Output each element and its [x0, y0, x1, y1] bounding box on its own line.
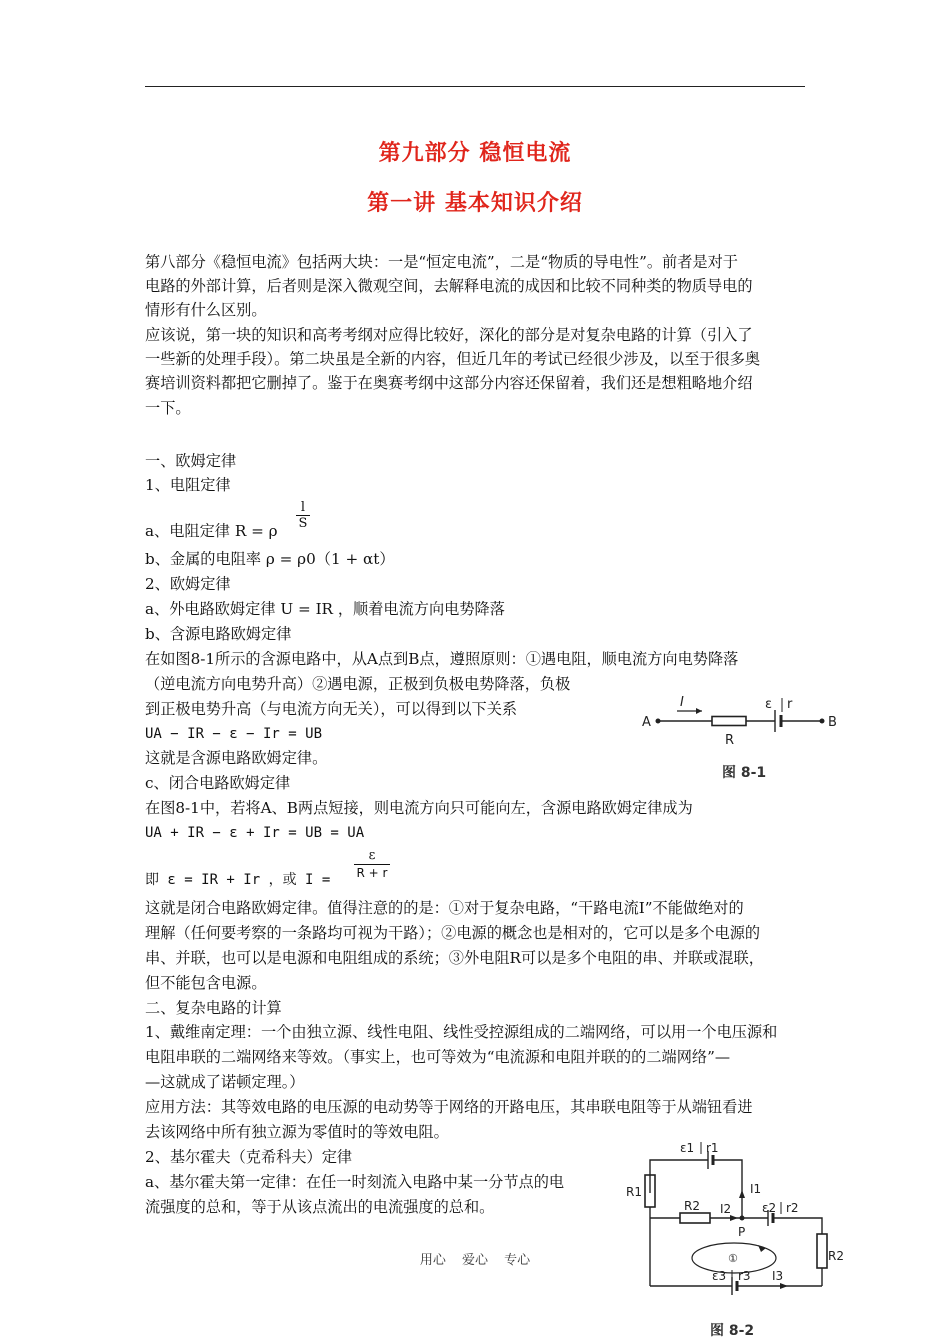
label-current: I [680, 695, 684, 710]
label-r3: r3 [738, 1269, 751, 1283]
loop-label: ① [728, 1252, 738, 1265]
paragraph-line: 但不能包含电源。 [145, 974, 267, 992]
label-I1: I1 [750, 1182, 762, 1196]
label-b: B [828, 715, 837, 730]
paragraph-line: 流强度的总和，等于从该点流出的电流强度的总和。 [145, 1198, 495, 1216]
page-footer: 用心 爱心 专心 [419, 1253, 531, 1268]
resistivity-formula: b、金属的电阻率 ρ = ρ0（1 + αt） [145, 550, 395, 568]
label-I3: I3 [772, 1269, 784, 1283]
figure-8-2-circuit [620, 1138, 845, 1328]
equation: UA − IR − ε − Ir = UB [145, 726, 323, 742]
intro-line: 应该说，第一块的知识和高考考纲对应得比较好，深化的部分是对复杂电路的计算（引入了 [145, 326, 753, 344]
label-R1: R1 [626, 1185, 642, 1199]
section-heading: 一、欧姆定律 [145, 452, 237, 470]
label-eps3: ε3 [712, 1269, 727, 1283]
label-r1: r1 [706, 1141, 719, 1155]
paragraph-line: 在图8-1中，若将A、B两点短接，则电流方向只可能向左，含源电路欧姆定律成为 [145, 799, 693, 817]
paragraph-line: 这就是含源电路欧姆定律。 [145, 749, 328, 767]
intro-line: 电路的外部计算，后者则是深入微观空间，去解释电流的成因和比较不同种类的物质导电的 [145, 277, 753, 295]
node-p [740, 1216, 745, 1221]
label-eps2: ε2 [762, 1201, 777, 1215]
paragraph-line: 串、并联，也可以是电源和电阻组成的系统；③外电阻R可以是多个电阻的串、并联或混联， [145, 949, 764, 967]
wire [773, 1218, 822, 1234]
closed-circuit-fraction [354, 848, 390, 881]
paragraph-line: 在如图8-1所示的含源电路中，从A点到B点，遵照原则：①遇电阻，顺电流方向电势降落 [145, 650, 739, 668]
fraction-denominator: R + r [356, 866, 388, 880]
label-resistor: R [725, 733, 735, 748]
wire [650, 1160, 708, 1193]
label-I2: I2 [720, 1202, 732, 1216]
header-rule [145, 86, 805, 87]
page-subtitle: 第一讲 基本知识介绍 [367, 191, 583, 216]
label-r2: r2 [786, 1201, 799, 1215]
fraction-numerator: l [300, 500, 306, 515]
label-a: A [642, 715, 651, 730]
label-emf: ε [765, 697, 773, 712]
subsection-heading: 2、基尔霍夫（克希科夫）定律 [145, 1148, 353, 1166]
figure-8-1-caption: 图 8-1 [722, 765, 767, 781]
resistance-fraction [296, 500, 310, 531]
paragraph-line: 到正极电势升高（与电流方向无关），可以得到以下关系 [145, 700, 518, 718]
equation: UA + IR − ε + Ir = UB = UA [145, 825, 365, 841]
label-P: P [738, 1225, 746, 1239]
paragraph-line: 电阻串联的二端网络来等效。（事实上，也可等效为“电流源和电阻并联的的二端网络”— [145, 1048, 731, 1066]
figure-8-2-caption: 图 8-2 [710, 1323, 755, 1339]
paragraph-line: —这就成了诺顿定理。） [145, 1073, 305, 1091]
paragraph-line: a、基尔霍夫第一定律：在任一时刻流入电路中某一分节点的电 [145, 1173, 565, 1191]
label-internal-r: r [787, 697, 793, 712]
ohm-closed: c、闭合电路欧姆定律 [145, 774, 291, 792]
equation: 即 ε = IR + Ir ，或 I = [145, 872, 331, 888]
paragraph-line: 1、戴维南定理：一个由独立源、线性电阻、线性受控源组成的二端网络，可以用一个电压源和 [145, 1023, 778, 1041]
resistor-r2 [680, 1213, 710, 1223]
arrow-up-icon [739, 1190, 745, 1198]
resistance-law: a、电阻定律 R = ρ [145, 522, 278, 540]
label-R2-right: R2 [828, 1249, 844, 1263]
fraction-numerator: ε [368, 848, 376, 863]
page-title: 第九部分 稳恒电流 [378, 141, 572, 166]
ohm-external: a、外电路欧姆定律 U = IR ，顺着电流方向电势降落 [145, 600, 505, 618]
resistor-r [712, 717, 746, 726]
subsection-heading: 2、欧姆定律 [145, 575, 231, 593]
label-R2-left: R2 [684, 1199, 700, 1213]
paragraph-line: 应用方法：其等效电路的电压源的电动势等于网络的开路电压，其串联电阻等于从端钮看进 [145, 1098, 753, 1116]
paragraph-line: 这就是闭合电路欧姆定律。值得注意的的是：①对于复杂电路，“干路电流I”不能做绝对的 [145, 899, 744, 917]
intro-line: 一下。 [145, 399, 191, 417]
paragraph-line: 去该网络中所有独立源为零值时的等效电阻。 [145, 1123, 449, 1141]
intro-line: 情形有什么区别。 [145, 301, 267, 319]
intro-line: 第八部分《稳恒电流》包括两大块：一是“恒定电流”，二是“物质的导电性”。前者是对于 [145, 253, 738, 271]
node-b [820, 719, 825, 724]
fraction-denominator: S [298, 516, 308, 531]
subsection-heading: 1、电阻定律 [145, 476, 231, 494]
paragraph-line: 理解（任何要考察的一条路均可视为干路）；②电源的概念也是相对的，它可以是多个电源的 [145, 924, 761, 942]
intro-line: 赛培训资料都把它删掉了。鉴于在奥赛考纲中这部分内容还保留着，我们还是想粗略地介绍 [145, 374, 753, 392]
arrow-right-icon [780, 1283, 788, 1289]
label-eps1: ε1 [680, 1141, 695, 1155]
intro-line: 一些新的处理手段）。第二块虽是全新的内容，但近几年的考试已经很少涉及，以至于很多奥 [145, 350, 761, 368]
arrow-right-icon [730, 1215, 738, 1221]
paragraph-line: （逆电流方向电势升高）②遇电源，正极到负极电势降落，负极 [145, 675, 571, 693]
section-heading: 二、复杂电路的计算 [145, 999, 282, 1017]
ohm-source: b、含源电路欧姆定律 [145, 625, 292, 643]
arrow-head-icon [696, 708, 702, 714]
